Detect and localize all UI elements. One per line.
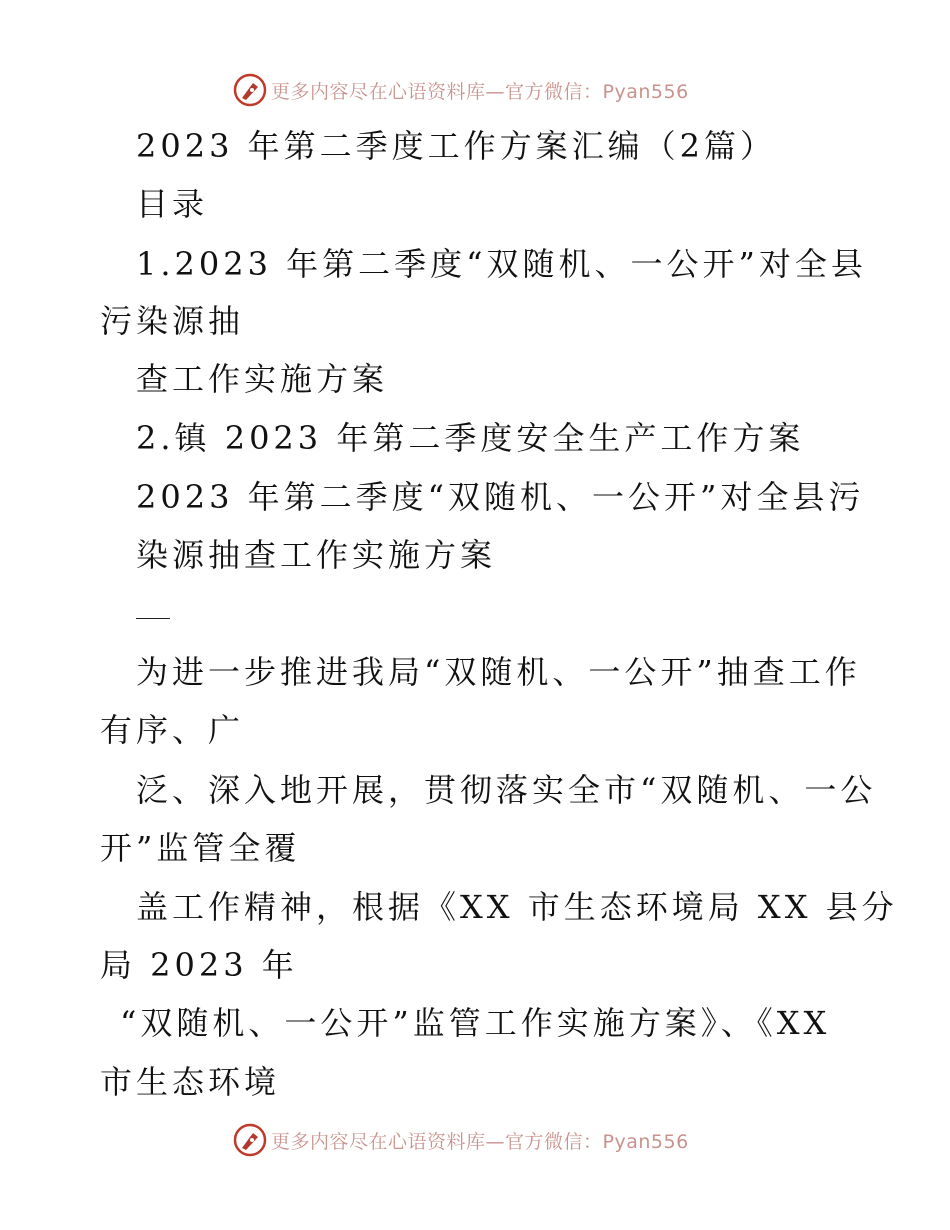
toc-item-1-line-3: 查工作实施方案 — [136, 360, 389, 398]
toc-item-2: 2.镇 2023 年第二季度安全生产工作方案 — [136, 419, 805, 457]
toc-item-1-line-2: 污染源抽 — [100, 302, 245, 340]
body-line: 局 2023 年 — [100, 946, 298, 984]
toc-heading: 目录 — [136, 185, 209, 223]
body-line: “双随机、一公开”监管工作实施方案》、《XX — [120, 1004, 831, 1042]
section-divider — [136, 618, 170, 619]
document-title: 2023 年第二季度工作方案汇编（2篇） — [136, 127, 776, 165]
header-watermark — [0, 68, 950, 112]
body-line: 泛、深入地开展，贯彻落实全市“双随机、一公 — [136, 771, 877, 809]
footer-watermark — [0, 1118, 950, 1162]
watermark-text: 更多内容尽在心语资料库—官方微信：Pyan556 — [271, 1130, 689, 1153]
body-line: 有序、广 — [100, 711, 245, 749]
body-line: 市生态环境 — [100, 1063, 281, 1101]
toc-item-1-line-1: 1.2023 年第二季度“双随机、一公开”对全县 — [136, 245, 867, 283]
section-title-line-2: 染源抽查工作实施方案 — [136, 536, 497, 574]
pen-nib-logo-icon — [233, 1123, 267, 1157]
section-title-line-1: 2023 年第二季度“双随机、一公开”对全县污 — [136, 478, 865, 516]
body-line: 为进一步推进我局“双随机、一公开”抽查工作 — [136, 653, 861, 691]
pen-nib-logo-icon — [233, 73, 267, 107]
watermark-text: 更多内容尽在心语资料库—官方微信：Pyan556 — [271, 80, 689, 103]
body-line: 开”监管全覆 — [100, 829, 301, 867]
body-line: 盖工作精神，根据《XX 市生态环境局 XX 县分 — [136, 888, 898, 926]
